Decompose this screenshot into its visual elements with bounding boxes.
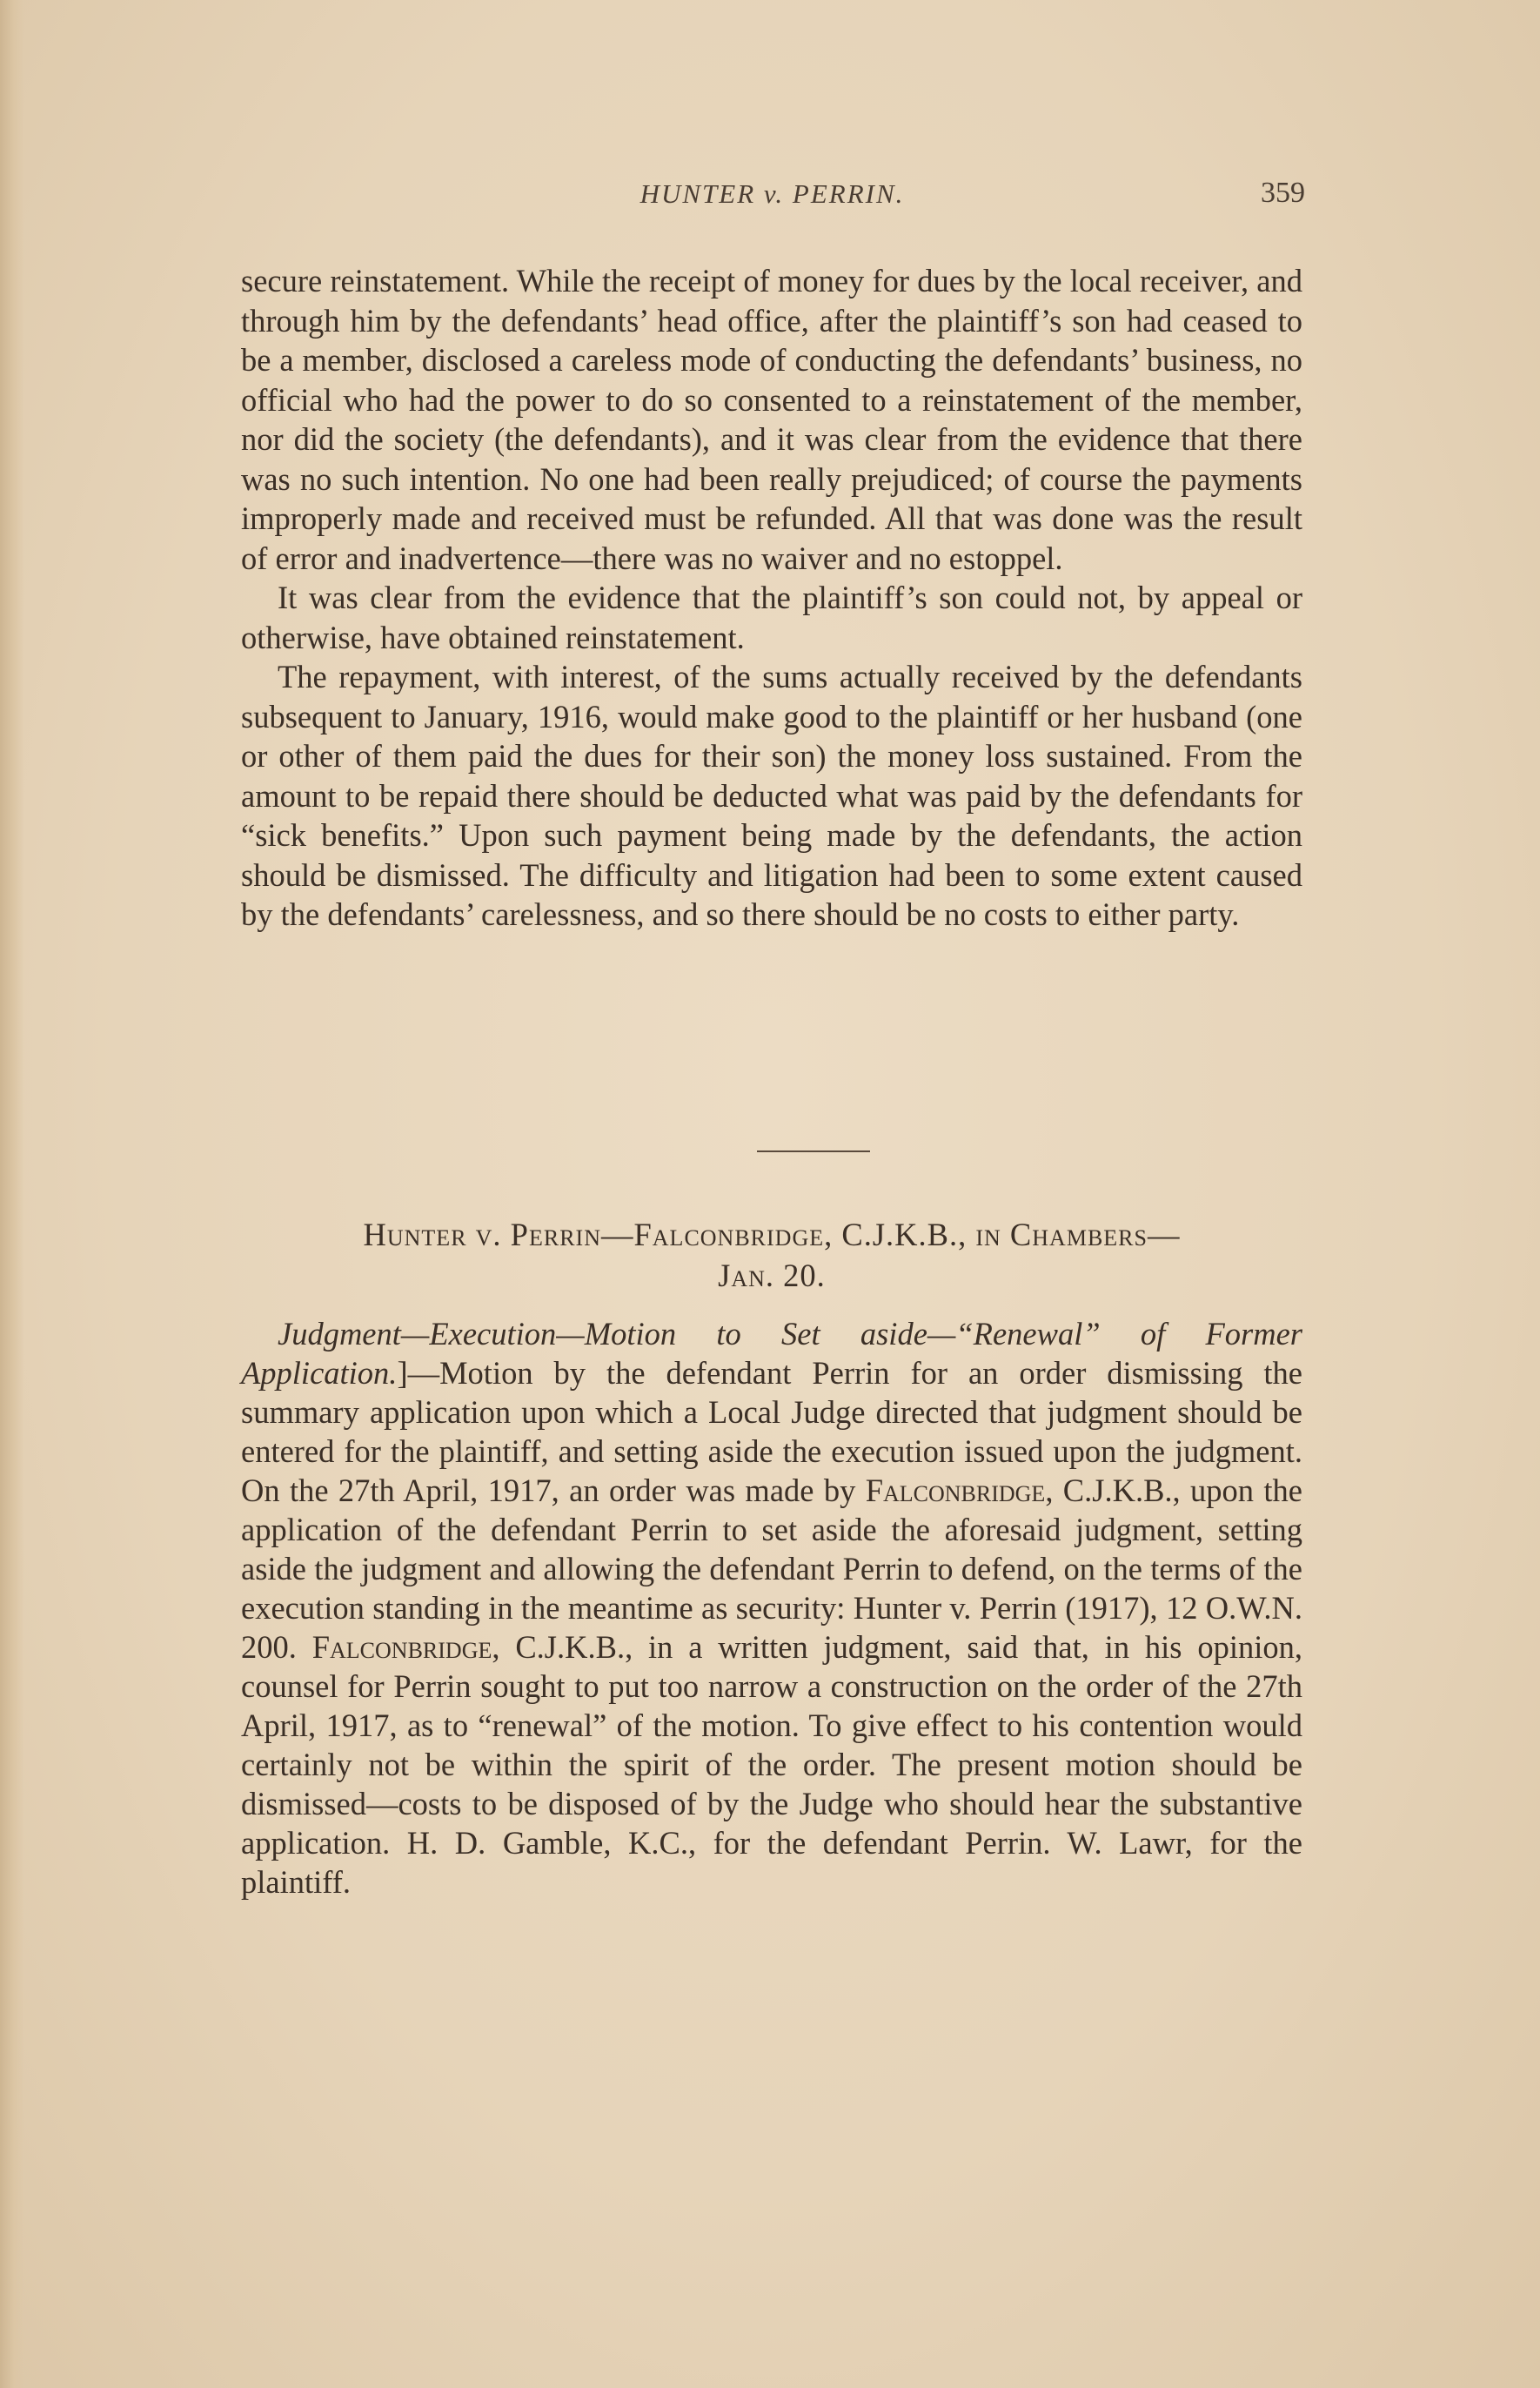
page-number: 359 [1261, 177, 1305, 209]
case-report-paragraph [241, 1314, 1302, 1902]
case-heading-line-2: Jan. 20. [718, 1258, 826, 1293]
binding-edge [0, 0, 24, 2388]
paragraph-1: secure reinstatement. While the receipt of money for dues by the local receiver, and through him by the defendants’ head office, after the plaintiff’s son had ceased to be a member, disclosed a careless mode of conducting the defendants’ business, no official who had the power to do so consented to a reinstatement of the member, nor did the society (the defendants), and it was clear from the evidence that there was no such intention. No one had been really prejudiced; of course the payments improperly made and received must be refunded. All that was done was the result of error and inadvertence—there was no waiver and no estoppel. [241, 263, 1302, 576]
case-body-part-2: , C.J.K.B., upon the application of the defendant Perrin to set aside the aforesaid judgment, setting aside the judgment and allowing the defendant Perrin to defend, on the terms of the execution standing in the meantime as security: Hunter v. Perrin (1917), 12 O.W.N. 200. [241, 1472, 1302, 1665]
case-body-part-3: , C.J.K.B., in a written judgment, said that, in his opinion, counsel for Perrin sought to put too narrow a construction on the order of the 27th April, 1917, as to “renewal” of the motion. To give effect to his contention would certainly not be within the spirit of the order. The present motion should be dismissed—costs to be disposed of by the Judge who should hear the substantive application. H. D. Gamble, K.C., for the defendant Perrin. W. Lawr, for the plaintiff. [241, 1629, 1303, 1900]
section-divider [757, 1150, 870, 1152]
paragraph-2: It was clear from the evidence that the plaintiff’s son could not, by appeal or otherwise, have obtained reinstatement. [241, 580, 1302, 655]
case-heading [241, 1214, 1302, 1296]
judge-name: Falconbridge [311, 1629, 492, 1665]
running-title: HUNTER v. PERRIN. [639, 178, 905, 209]
main-text [241, 261, 1302, 935]
running-head [239, 178, 1305, 222]
case-body-part-1: ]—Motion by the defendant Perrin for an order dismissing the summary application upon which a Local Judge directed that judgment should be entered for the plaintiff, and setting aside the execution issued upon the judgment. On the 27th April, 1917, an order was made by [241, 1355, 1302, 1508]
case-headnote: Judgment—Execution—Motion to Set aside—“Renewal” of Former Application. [241, 1316, 1302, 1391]
case-report [241, 1314, 1302, 1902]
paragraph-3: The repayment, with interest, of the sums actually received by the defendants subsequent to January, 1916, would make good to the plaintiff or her husband (one or other of them paid the dues for their son) the money loss sustained. From the amount to be repaid there should be deducted what was paid by the defendants for “sick benefits.” Upon such payment being made by the defendants, the action should be dismissed. The difficulty and litigation had been to some extent caused by the defendants’ carelessness, and so there should be no costs to either party. [241, 659, 1302, 932]
judge-name: Falconbridge [865, 1472, 1046, 1508]
case-heading-line-1: Hunter v. Perrin—Falconbridge, C.J.K.B., in Chambers— [363, 1217, 1181, 1252]
